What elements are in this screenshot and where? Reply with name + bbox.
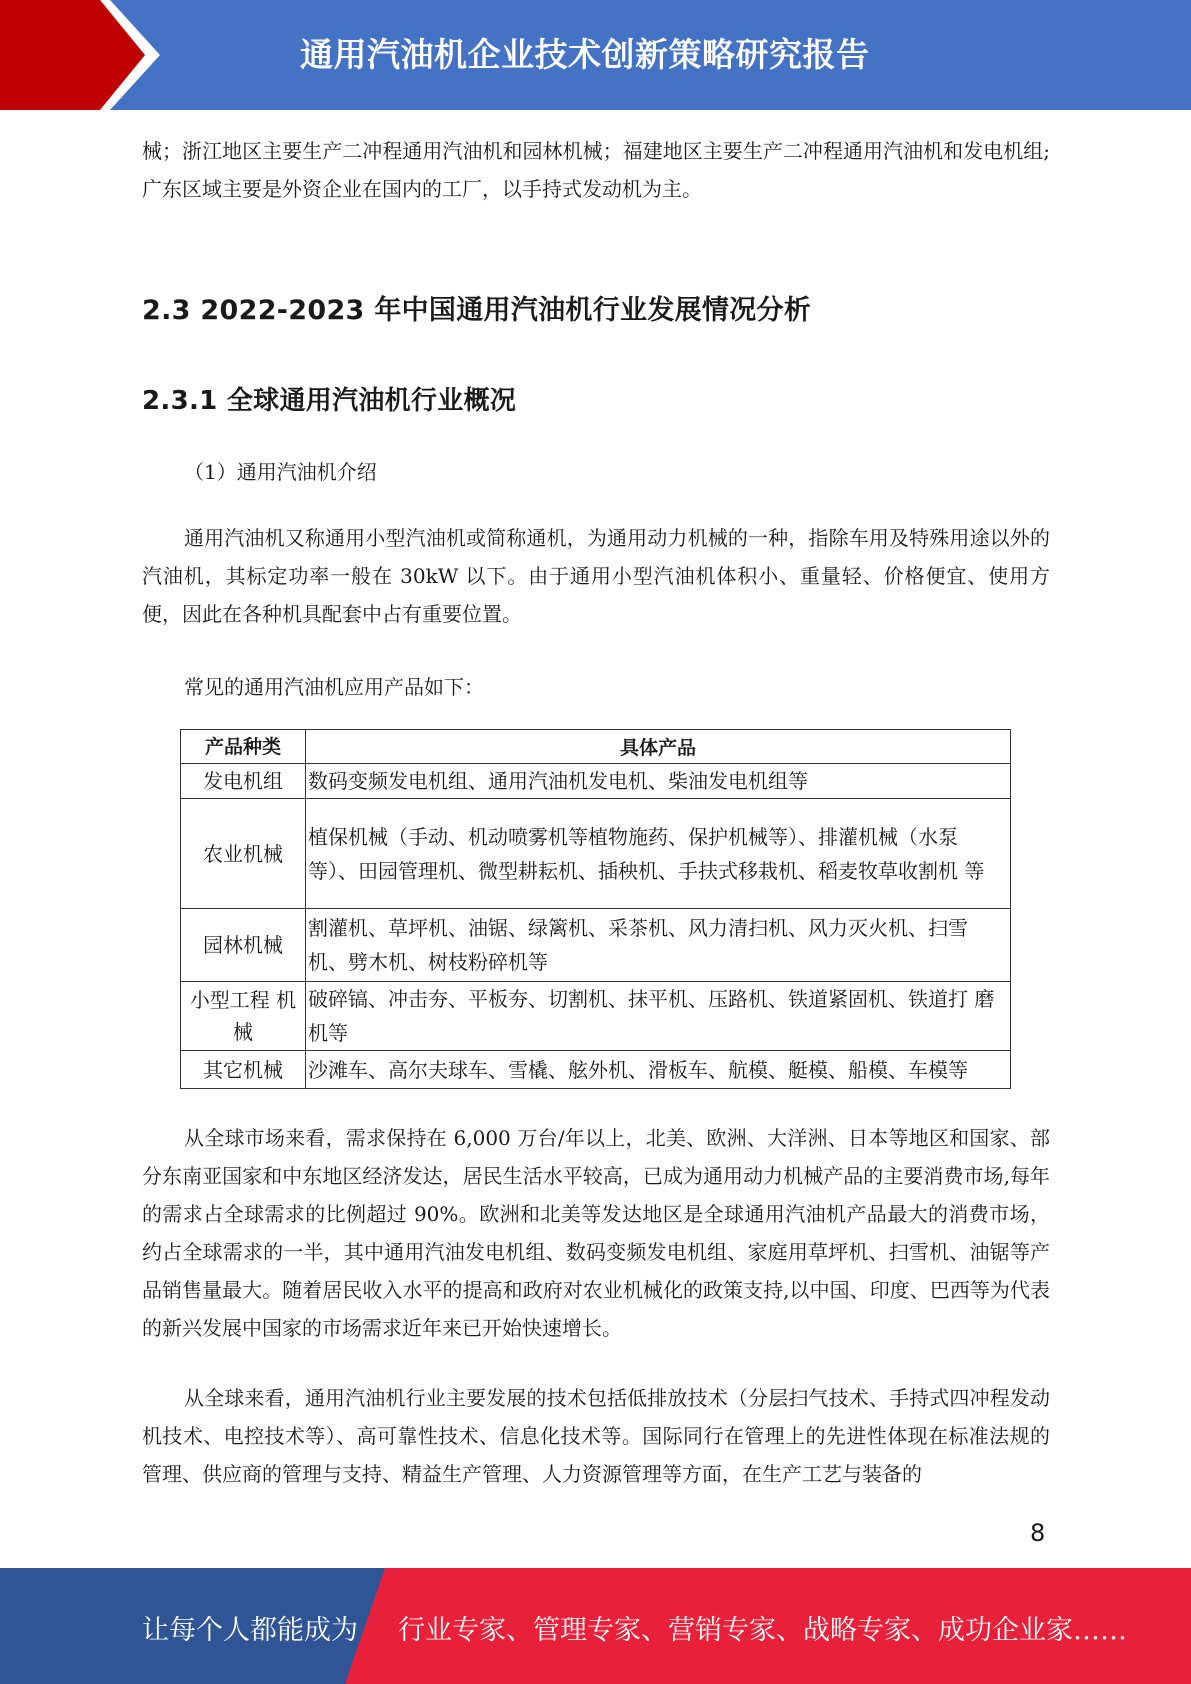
table-cell-type: 园林机械 (181, 909, 306, 982)
table-header-products: 具体产品 (306, 730, 1011, 764)
report-title: 通用汽油机企业技术创新策略研究报告 (300, 35, 870, 74)
table-cell-type: 小型工程 机械 (181, 982, 306, 1051)
global-tech-paragraph: 从全球来看，通用汽油机行业主要发展的技术包括低排放技术（分层扫气技术、手持式四冲程发动机技术、电控技术等）、高可靠性技术、信息化技术等。国际同行在管理上的先进性体现在标准法规的管理、供应商的管理与支持、精益生产管理、人力资源管理等方面，在生产工艺与装备的 (142, 1386, 1050, 1486)
table-cell-products: 植保机械（手动、机动喷雾机等植物施药、保护机械等）、排灌机械（水泵 等）、田园管理机、微型耕耘机、插秧机、手扶式移栽机、稻麦牧草收割机 等 (306, 799, 1011, 909)
table-row (181, 1051, 1011, 1089)
table-cell-type: 其它机械 (181, 1051, 306, 1089)
table-cell-products: 沙滩车、高尔夫球车、雪橇、舷外机、滑板车、航模、艇模、船模、车模等 (306, 1051, 1011, 1089)
footer-slogan-right: 行业专家、管理专家、营销专家、战略专家、成功企业家…… (398, 1615, 1127, 1646)
products-lead-paragraph: 常见的通用汽油机应用产品如下： (184, 675, 484, 699)
page-footer (0, 1568, 1191, 1684)
global-market-paragraph: 从全球市场来看，需求保持在 6,000 万台/年以上，北美、欧洲、大洋洲、日本等地区和国家、部分东南亚国家和中东地区经济发达，居民生活水平较高，已成为通用动力机械产品的主要消费市场,每年的需求占全球需求的比例超过 90%。欧洲和北美等发达地区是全球通用汽油机产品最大的消费市场，约占全球需求的一半，其中通用汽油发电机组、数码变频发电机组、家庭用草坪机、扫雪机、油锯等产品销售量最大。随着居民收入水平的提高和政府对农业机械化的政策支持,以中国、印度、巴西等为代表的新兴发展中国家的市场需求近年来已开始快速增长。 (142, 1126, 1050, 1340)
table-cell-type: 农业机械 (181, 799, 306, 909)
footer-slogan-left: 让每个人都能成为 (142, 1615, 358, 1646)
intro-paragraph: 械；浙江地区主要生产二冲程通用汽油机和园林机械；福建地区主要生产二冲程通用汽油机和发电机组;广东区域主要是外资企业在国内的工厂，以手持式发动机为主。 (142, 139, 1050, 201)
engine-intro-paragraph: 通用汽油机又称通用小型汽油机或简称通机，为通用动力机械的一种，指除车用及特殊用途以外的汽油机，其标定功率一般在 30kW 以下。由于通用小型汽油机体积小、重量轻、价格便宜、使用方便，因此在各种机具配套中占有重要位置。 (142, 526, 1050, 626)
page-header (0, 0, 1191, 110)
table-cell-products: 割灌机、草坪机、油锯、绿篱机、采茶机、风力清扫机、风力灭火机、扫雪 机、劈木机、树枝粉碎机等 (306, 909, 1011, 982)
section-heading-2-3-1: 2.3.1 全球通用汽油机行业概况 (142, 386, 517, 416)
table-row (181, 982, 1011, 1051)
table-row (181, 909, 1011, 982)
header-arrow-decoration (0, 0, 160, 110)
table-header-type: 产品种类 (181, 730, 306, 764)
table-row (181, 764, 1011, 799)
table-header-row (181, 730, 1011, 764)
table-cell-products: 破碎镐、冲击夯、平板夯、切割机、抹平机、压路机、铁道紧固机、铁道打 磨机等 (306, 982, 1011, 1051)
table-cell-products: 数码变频发电机组、通用汽油机发电机、柴油发电机组等 (306, 764, 1011, 799)
table-row (181, 799, 1011, 909)
products-table (180, 729, 1011, 1089)
page-number: 8 (1030, 1519, 1046, 1547)
table-cell-type: 发电机组 (181, 764, 306, 799)
section-heading-2-3: 2.3 2022-2023 年中国通用汽油机行业发展情况分析 (142, 295, 812, 326)
subsection-heading: （1）通用汽油机介绍 (184, 460, 377, 484)
